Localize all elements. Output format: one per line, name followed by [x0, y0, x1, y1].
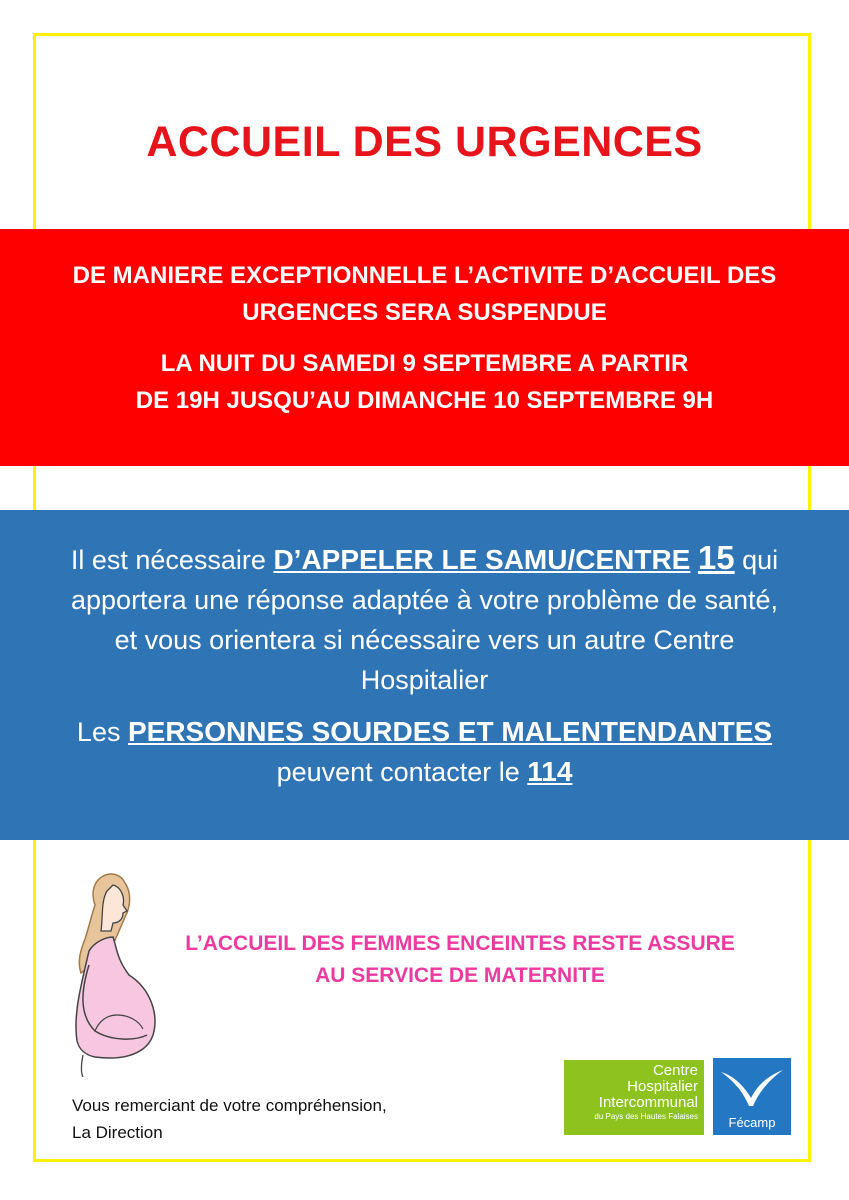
maternity-line-2: AU SERVICE DE MATERNITE	[315, 964, 605, 987]
notice-period-line-1: LA NUIT DU SAMEDI 9 SEPTEMBRE A PARTIR	[160, 350, 689, 377]
samu-number: 15	[697, 539, 735, 576]
samu-after: qui	[742, 545, 779, 575]
deaf-emphasis: PERSONNES SOURDES ET MALENTENDANTES	[127, 716, 773, 747]
deaf-line	[0, 712, 849, 752]
hospital-logo-text	[564, 1060, 704, 1135]
page-title: ACCUEIL DES URGENCES	[146, 118, 703, 166]
logo-line-4: du Pays des Hautes Falaises	[594, 1112, 698, 1121]
hospital-logo-emblem	[713, 1058, 791, 1135]
notice-period-line-2: DE 19H JUSQU’AU DIMANCHE 10 SEPTEMBRE 9H	[135, 387, 714, 414]
logo-line-3: Intercommunal	[598, 1094, 698, 1111]
deaf-prefix: Les	[76, 717, 121, 747]
closing-message	[72, 1092, 387, 1146]
samu-line	[0, 538, 849, 580]
instructions-line-2: apportera une réponse adaptée à votre problème de santé,	[71, 585, 778, 615]
contact-line	[0, 752, 849, 792]
samu-intro: Il est nécessaire	[70, 545, 266, 575]
logo-city: Fécamp	[728, 1115, 776, 1130]
instructions-line-4: Hospitalier	[360, 665, 489, 695]
suspension-notice	[0, 229, 849, 466]
instructions-block	[0, 510, 849, 840]
signature: La Direction	[72, 1123, 163, 1142]
maternity-notice	[140, 928, 780, 992]
logo-line-2: Hospitalier	[627, 1078, 698, 1095]
notice-line-1: DE MANIERE EXCEPTIONNELLE L’ACTIVITE D’ACCUEIL DES	[72, 262, 777, 289]
instructions-line-3: et vous orientera si nécessaire vers un autre Centre	[114, 625, 735, 655]
contact-prefix: peuvent contacter le	[276, 757, 520, 787]
logo-line-1: Centre	[652, 1062, 698, 1079]
samu-call-emphasis: D’APPELER LE SAMU/CENTRE	[273, 544, 691, 575]
notice-line-2: URGENCES SERA SUSPENDUE	[242, 299, 607, 326]
closing-line: Vous remerciant de votre compréhension,	[72, 1096, 387, 1115]
seagull-icon	[719, 1066, 785, 1108]
maternity-line-1: L’ACCUEIL DES FEMMES ENCEINTES RESTE ASSURE	[185, 932, 735, 955]
contact-number: 114	[527, 756, 573, 787]
